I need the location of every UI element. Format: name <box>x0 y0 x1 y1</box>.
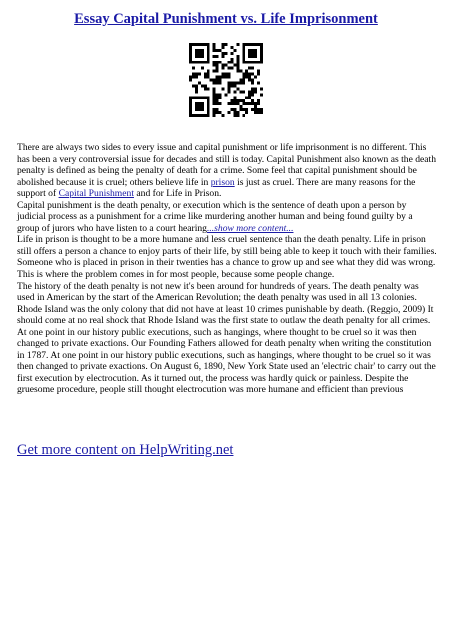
document-title[interactable]: Essay Capital Punishment vs. Life Imprisonment <box>74 11 378 27</box>
essay-body <box>17 142 437 396</box>
paragraph-life-in-prison: Life in prison is thought to be a more humane and less cruel sentence than the death penalty. Life in prison still offers a person a chance to enjoy parts of their life, by still being able to keep it touch with their families. Someone who is placed in prison in their twenties has a chance to grow up and see what they did was wrong. This is where the problem comes in for most people, because some people change. <box>17 234 437 281</box>
show-more-link[interactable]: ...show more content... <box>206 222 294 234</box>
prison-link[interactable]: prison <box>210 176 235 188</box>
paragraph-history: The history of the death penalty is not new it's been around for hundreds of years. The death penalty was used in American by the start of the American Revolution; the death penalty was used in all 13 colonies. Rhode Island was the only colony that did not have at least 10 crimes punishable by death. (Reggio, 2009) It should come at no real shock that Rhode Island was the first state to outlaw the death penalty for all crimes. At one point in our history public executions, such as hangings, where thought to be cruel so it was then changed to private exactions. Our Founding Fathers allowed for death penalty when writing the constitution in 1787. At one point in our history public executions, such as hangings, where thought to be cruel so it was then changed to private exactions. On August 6, 1890, New York State used an 'electric chair' to carry out the first execution by electrocution. As it turned out, the process was hardly quick or painless. Despite the gruesome procedure, people still thought electrocution was more humane and efficient than previous <box>17 280 436 396</box>
paragraph-definition: Capital punishment is the death penalty, or execution which is the sentence of death upon a person by judicial process as a punishment for a crime like murdering another human and being found guilty by a group of jurors who have listen to a court hearing...show more content... <box>17 199 413 234</box>
capital-punishment-link[interactable]: Capital Punishment <box>58 188 134 200</box>
qr-code-icon <box>189 43 263 117</box>
helpwriting-link[interactable]: Get more content on HelpWriting.net <box>17 442 234 458</box>
paragraph-intro: There are always two sides to every issue and capital punishment or life imprisonment is no different. This has been a very controversial issue for decades and still is today. Capital Punishment also known as the death penalty is defined as being the penalty of death for a crime. Some feel that capital punishment should be abolished because it is cruel; others believe life in prison is just as cruel. There are many reasons for the support of Capital Punishment and for Life in Prison. <box>17 142 437 200</box>
